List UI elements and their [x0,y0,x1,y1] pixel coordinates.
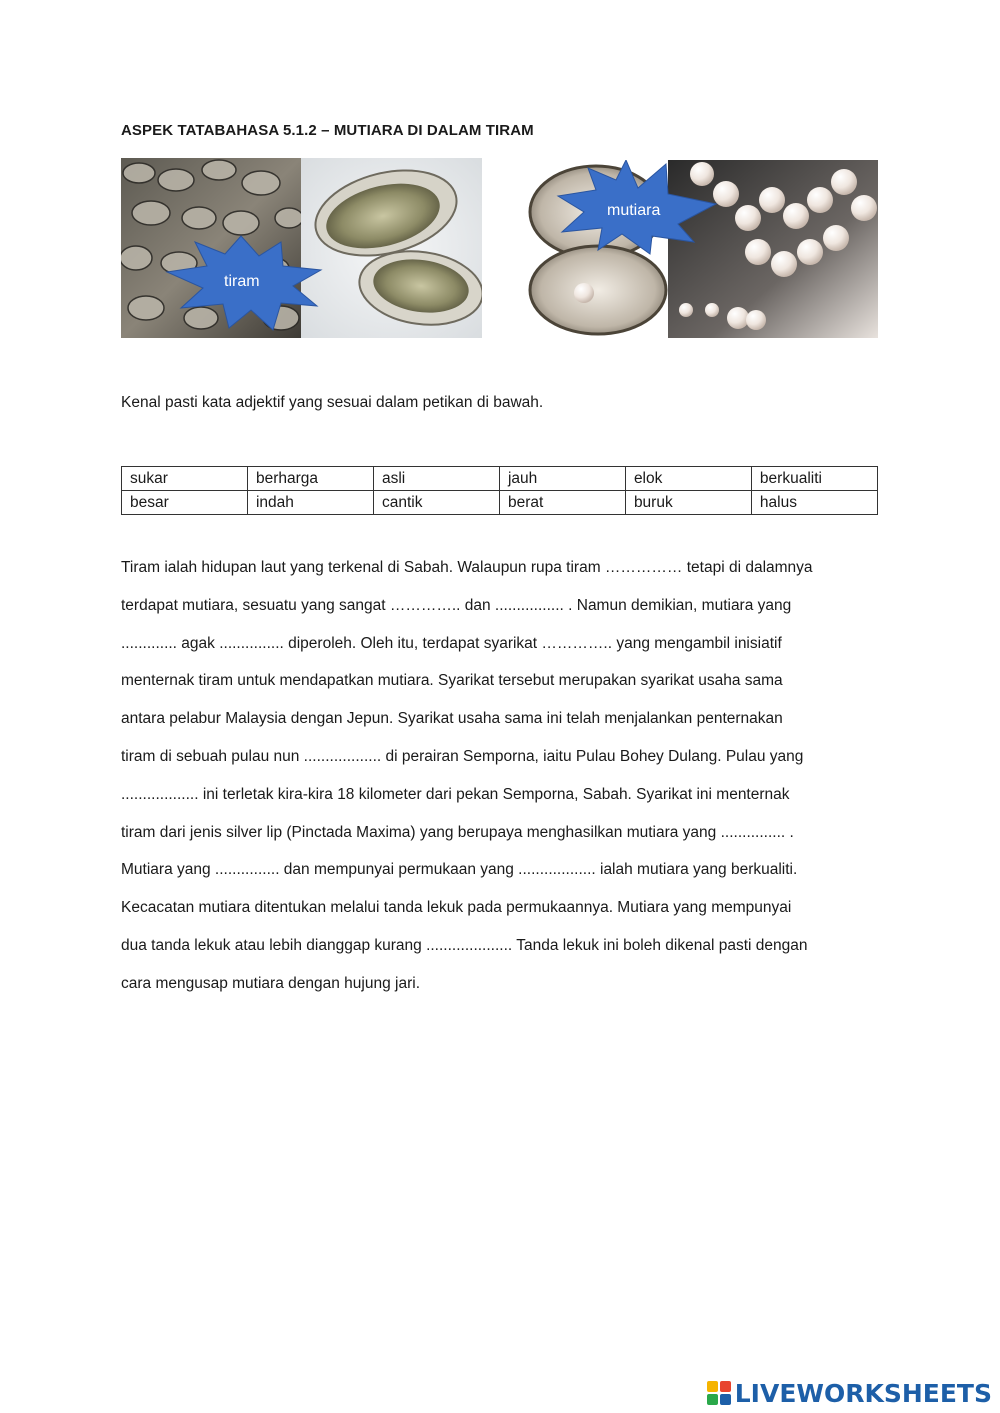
liveworksheets-logo[interactable] [707,1378,992,1408]
word-cell: jauh [499,467,625,491]
passage-line: Mutiara yang ............... dan mempunyai permukaan yang .................. ialah mutiara yang berkualiti. [121,861,798,879]
word-cell: berkualiti [751,467,877,491]
table-row [122,467,878,491]
passage-paragraph [121,549,881,1003]
passage-line: terdapat mutiara, sesuatu yang sangat ………….. dan ................ . Namun demikian, mutiara yang [121,596,792,614]
word-cell: indah [247,491,373,515]
word-cell: elok [625,467,751,491]
passage-line: ............. agak ............... diperoleh. Oleh itu, terdapat syarikat ………….. yang mengambil inisiatif [121,634,782,652]
oyster-image [121,158,482,338]
pearl-photo [526,160,878,338]
worksheet-title: ASPEK TATABAHASA 5.1.2 – MUTIARA DI DALAM TIRAM [121,122,534,139]
word-cell: buruk [625,491,751,515]
liveworksheets-icon [707,1381,731,1405]
passage-line: tiram di sebuah pulau nun .................. di perairan Semporna, iaitu Pulau Bohey Dulang. Pulau yang [121,747,804,765]
word-cell: asli [373,467,499,491]
word-cell: berat [499,491,625,515]
passage-line: tiram dari jenis silver lip (Pinctada Maxima) yang berupaya menghasilkan mutiara yang ............... . [121,823,794,841]
word-cell: cantik [373,491,499,515]
passage-line: Kecacatan mutiara ditentukan melalui tanda lekuk pada permukaannya. Mutiara yang mempunyai [121,899,792,917]
word-cell: halus [751,491,877,515]
passage-line: menternak tiram untuk mendapatkan mutiara. Syarikat tersebut merupakan syarikat usaha sama [121,672,783,690]
passage-line: .................. ini terletak kira-kira 18 kilometer dari pekan Semporna, Sabah. Syarikat ini menternak [121,785,790,803]
mutiara-label: mutiara [607,202,661,219]
word-bank-table [121,466,878,515]
passage-line: antara pelabur Malaysia dengan Jepun. Syarikat usaha sama ini telah menjalankan penternakan [121,710,783,728]
passage-line: dua tanda lekuk atau lebih dianggap kurang .................... Tanda lekuk ini boleh dikenal pasti dengan [121,936,808,954]
pearl-image [526,160,878,338]
brand-name: LIVEWORKSHEETS [734,1378,992,1408]
word-cell: sukar [122,467,248,491]
tiram-label: tiram [224,273,260,290]
table-row [122,491,878,515]
passage-line: cara mengusap mutiara dengan hujung jari. [121,974,420,992]
oyster-photo [121,158,482,338]
instruction-text: Kenal pasti kata adjektif yang sesuai dalam petikan di bawah. [121,394,544,411]
word-cell: besar [122,491,248,515]
word-cell: berharga [247,467,373,491]
passage-line: Tiram ialah hidupan laut yang terkenal di Sabah. Walaupun rupa tiram …………… tetapi di dalamnya [121,559,813,576]
